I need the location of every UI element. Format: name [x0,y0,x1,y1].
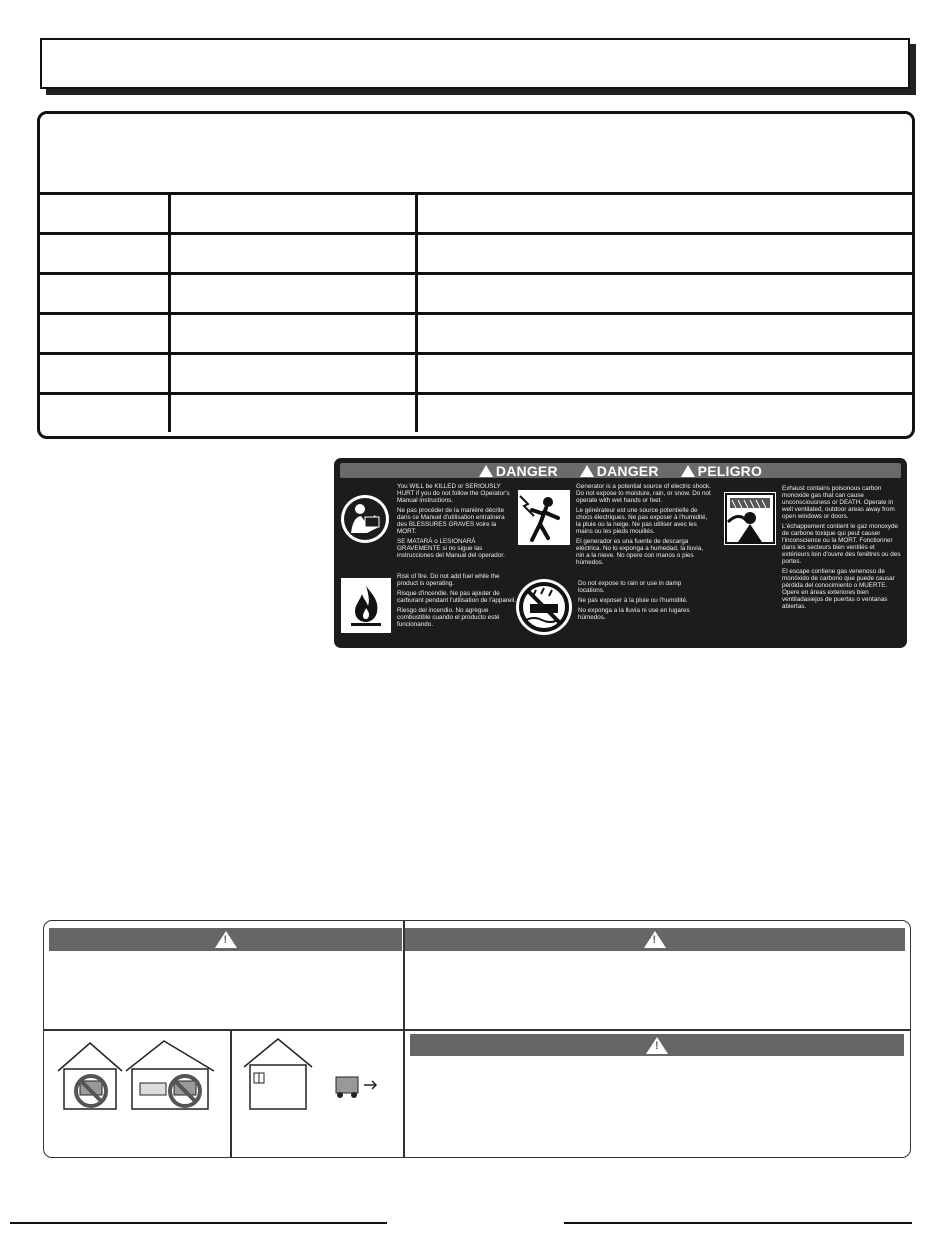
flame-icon [341,578,391,633]
table-row [40,355,912,395]
warning-header-left [49,928,402,951]
electric-shock-icon [518,490,570,545]
table-row [40,395,912,432]
fire-warning-text: Risk of fire. Do not add fuel while the product is operating. Risque d'incendie. Ne pas ajouter de carburant pendant l'utilisation de l'appareil. Riesgo del incendio. No agregue combustible cuando el producto esté funcionando. [397,573,516,628]
warning-triangle-icon [646,1037,668,1054]
footer-rule-right [564,1222,912,1224]
warning-triangle-icon [580,465,594,477]
exhaust-warning-text: Exhaust contains poisonous carbon monoxide gas that can cause unconsciousness or DEATH. Operate in well ventilated, outdoor areas away from open windows or doors. L'échappement contient le gaz monoxyde de carbone toxique qui peut causer l'inconscience ou la MORT. Fonctionner dans les secteurs bien ventilés et extérieurs loin d'ouvre des fenêtres ou des portes. El escape contiene gas venenoso de monóxido de carbono que puede causar pérdida del conocimiento o MUERTE. Opere en áreas exteriores bien ventiladasiejos de puertas o ventanas abiertas. [782,485,901,610]
warning-triangle-icon [215,931,237,948]
table-row [40,195,912,235]
warning-triangle-icon [644,931,666,948]
warning-triangle-icon [479,465,493,477]
danger-safety-label [334,458,907,648]
read-manual-icon [339,493,391,545]
manual-warning-text: You WILL be KILLED or SERIOUSLY HURT if you do not follow the Operator's Manual instructions. Ne pas procéder de la manière décrite dans ce Manuel d'utilisation entraînera des BLESSURES GRAVES voire la MORT. SE MATARÁ o LESIONARÁ GRAVEMENTE si no sigue las instrucciones del Manual del operador. [397,483,510,559]
specifications-table [37,111,915,439]
shock-warning-text: Generator is a potential source of electric shock. Do not expose to moisture, rain, or snow. Do not operate with wet hands or feet. Le générateur est une source potentielle de chocs électriques. Ne pas exposer à l'humidité, la pluie ou la neige. Ne pas utiliser avec les mains ou les pieds mouillés. El generador es una fuente de descarga eléctrica. No lo exponga a humedad, la lluvia, nin a la nieve. No opere con manos o pies húmedos. [576,483,711,566]
rain-warning-text: Do not expose to rain or use in damp locations. Ne pas exposer à la pluie ou l'humidité. No exponga a la lluvia ni use en lugares húmedos. [578,580,690,621]
footer-rule-left [10,1222,387,1224]
no-rain-icon [514,576,574,638]
section-title-box [40,38,910,89]
danger-word-en: DANGER [495,462,558,479]
table-row [40,235,912,275]
carbon-monoxide-icon [724,492,776,545]
no-indoor-generator-illustration [54,1033,224,1113]
danger-word-es: PELIGRO [697,462,763,479]
table-row [40,315,912,355]
table-row [40,275,912,315]
outdoor-generator-illustration [240,1033,396,1113]
warning-triangle-icon [681,465,695,477]
danger-word-fr: DANGER [596,462,659,479]
table-header [40,114,912,195]
warning-header-sub [410,1034,904,1056]
danger-header-bar [340,463,901,478]
warning-header-right [404,928,905,951]
carbon-monoxide-warning-box [43,920,911,1158]
